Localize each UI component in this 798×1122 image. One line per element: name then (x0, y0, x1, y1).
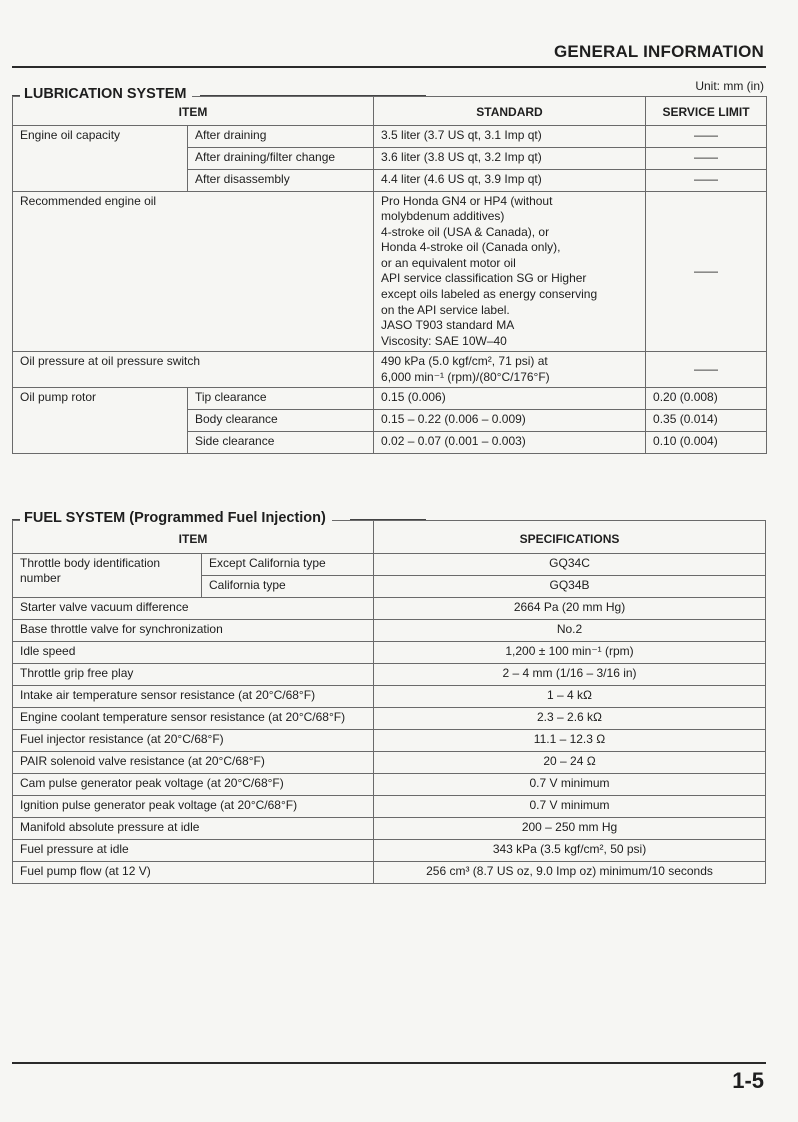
fuel-title: FUEL SYSTEM (Programmed Fuel Injection) (20, 510, 332, 526)
oil-line: on the API service label. (381, 302, 510, 317)
oil-capacity-limit: —— (646, 147, 767, 169)
fuel-item: Fuel pressure at idle (13, 839, 374, 861)
table-row (13, 553, 766, 575)
col-item: ITEM (13, 97, 374, 126)
fuel-spec: 20 – 24 Ω (374, 751, 766, 773)
pump-rotor-limit: 0.20 (0.008) (646, 388, 767, 410)
lubrication-table (12, 96, 767, 454)
table-row (13, 729, 766, 751)
fuel-item: Throttle grip free play (13, 663, 374, 685)
fuel-table (12, 520, 766, 884)
fuel-spec: 0.7 V minimum (374, 773, 766, 795)
col-service-limit: SERVICE LIMIT (646, 97, 767, 126)
pump-rotor-standard: 0.02 – 0.07 (0.001 – 0.003) (374, 432, 646, 454)
fuel-spec: 1,200 ± 100 min⁻¹ (rpm) (374, 641, 766, 663)
unit-note: Unit: mm (in) (695, 79, 764, 93)
throttle-id-sub: California type (202, 575, 374, 597)
table-row (13, 191, 767, 352)
oil-pressure-standard (374, 352, 646, 388)
table-row (13, 352, 767, 388)
oil-pressure-label: Oil pressure at oil pressure switch (13, 352, 374, 388)
oil-capacity-sub: After draining/filter change (188, 147, 374, 169)
oil-capacity-limit: —— (646, 169, 767, 191)
throttle-id-spec: GQ34B (374, 575, 766, 597)
col-standard: STANDARD (374, 97, 646, 126)
fuel-item: PAIR solenoid valve resistance (at 20°C/68°F) (13, 751, 374, 773)
recommended-oil-limit: —— (646, 191, 767, 352)
fuel-item: Base throttle valve for synchronization (13, 619, 374, 641)
pump-rotor-label: Oil pump rotor (13, 388, 188, 454)
table-row (13, 641, 766, 663)
table-row (13, 125, 767, 147)
fuel-spec: 11.1 – 12.3 Ω (374, 729, 766, 751)
oil-line: or an equivalent motor oil (381, 255, 516, 270)
fuel-spec: 256 cm³ (8.7 US oz, 9.0 Imp oz) minimum/10 seconds (374, 861, 766, 883)
table-row (13, 388, 767, 410)
table-row (13, 663, 766, 685)
oil-capacity-label: Engine oil capacity (13, 125, 188, 191)
fuel-spec: 2 – 4 mm (1/16 – 3/16 in) (374, 663, 766, 685)
throttle-id-spec: GQ34C (374, 553, 766, 575)
oil-capacity-sub: After draining (188, 125, 374, 147)
oil-line: Viscosity: SAE 10W–40 (381, 333, 507, 348)
table-row (13, 861, 766, 883)
fuel-item: Fuel injector resistance (at 20°C/68°F) (13, 729, 374, 751)
oil-line: API service classification SG or Higher (381, 271, 587, 286)
table-row (13, 773, 766, 795)
fuel-item: Manifold absolute pressure at idle (13, 817, 374, 839)
footer-rule (12, 1062, 766, 1064)
pump-rotor-sub: Tip clearance (188, 388, 374, 410)
pump-rotor-standard: 0.15 – 0.22 (0.006 – 0.009) (374, 410, 646, 432)
fuel-item: Engine coolant temperature sensor resistance (at 20°C/68°F) (13, 707, 374, 729)
fuel-item: Ignition pulse generator peak voltage (at 20°C/68°F) (13, 795, 374, 817)
pump-rotor-sub: Body clearance (188, 410, 374, 432)
table-row (13, 597, 766, 619)
oil-line: except oils labeled as energy conserving (381, 287, 598, 302)
oil-capacity-standard: 3.5 liter (3.7 US qt, 3.1 Imp qt) (374, 125, 646, 147)
fuel-spec: 2664 Pa (20 mm Hg) (374, 597, 766, 619)
fuel-item: Cam pulse generator peak voltage (at 20°C/68°F) (13, 773, 374, 795)
throttle-id-label: Throttle body identification number (13, 553, 202, 597)
table-row (13, 751, 766, 773)
fuel-item: Idle speed (13, 641, 374, 663)
col-item: ITEM (13, 521, 374, 554)
fuel-item: Fuel pump flow (at 12 V) (13, 861, 374, 883)
page-number: 1-5 (732, 1068, 764, 1093)
fuel-item: Intake air temperature sensor resistance (at 20°C/68°F) (13, 685, 374, 707)
table-row (13, 685, 766, 707)
table-row (13, 817, 766, 839)
recommended-oil-label: Recommended engine oil (13, 191, 374, 352)
fuel-spec: 0.7 V minimum (374, 795, 766, 817)
oil-capacity-limit: —— (646, 125, 767, 147)
oil-pressure-line: 6,000 min⁻¹ (rpm)/(80°C/176°F) (381, 369, 550, 384)
lubrication-title: LUBRICATION SYSTEM (20, 86, 192, 102)
table-row (13, 795, 766, 817)
page-section-title: GENERAL INFORMATION (554, 42, 764, 61)
oil-capacity-standard: 3.6 liter (3.8 US qt, 3.2 Imp qt) (374, 147, 646, 169)
table-row (13, 707, 766, 729)
col-specifications: SPECIFICATIONS (374, 521, 766, 554)
table-row (13, 619, 766, 641)
fuel-spec: 2.3 – 2.6 kΩ (374, 707, 766, 729)
header-rule (12, 66, 766, 68)
oil-line: molybdenum additives) (381, 209, 505, 224)
pump-rotor-sub: Side clearance (188, 432, 374, 454)
oil-capacity-standard: 4.4 liter (4.6 US qt, 3.9 Imp qt) (374, 169, 646, 191)
fuel-spec: No.2 (374, 619, 766, 641)
pump-rotor-standard: 0.15 (0.006) (374, 388, 646, 410)
oil-line: 4-stroke oil (USA & Canada), or (381, 224, 550, 239)
oil-line: JASO T903 standard MA (381, 318, 515, 333)
oil-pressure-limit: —— (646, 352, 767, 388)
fuel-spec: 1 – 4 kΩ (374, 685, 766, 707)
oil-capacity-sub: After disassembly (188, 169, 374, 191)
table-row (13, 839, 766, 861)
fuel-spec: 343 kPa (3.5 kgf/cm², 50 psi) (374, 839, 766, 861)
throttle-id-sub: Except California type (202, 553, 374, 575)
oil-pressure-line: 490 kPa (5.0 kgf/cm², 71 psi) at (381, 354, 548, 369)
fuel-spec: 200 – 250 mm Hg (374, 817, 766, 839)
oil-line: Honda 4-stroke oil (Canada only), (381, 240, 561, 255)
recommended-oil-standard (374, 191, 646, 352)
pump-rotor-limit: 0.10 (0.004) (646, 432, 767, 454)
fuel-item: Starter valve vacuum difference (13, 597, 374, 619)
oil-line: Pro Honda GN4 or HP4 (without (381, 193, 553, 208)
pump-rotor-limit: 0.35 (0.014) (646, 410, 767, 432)
